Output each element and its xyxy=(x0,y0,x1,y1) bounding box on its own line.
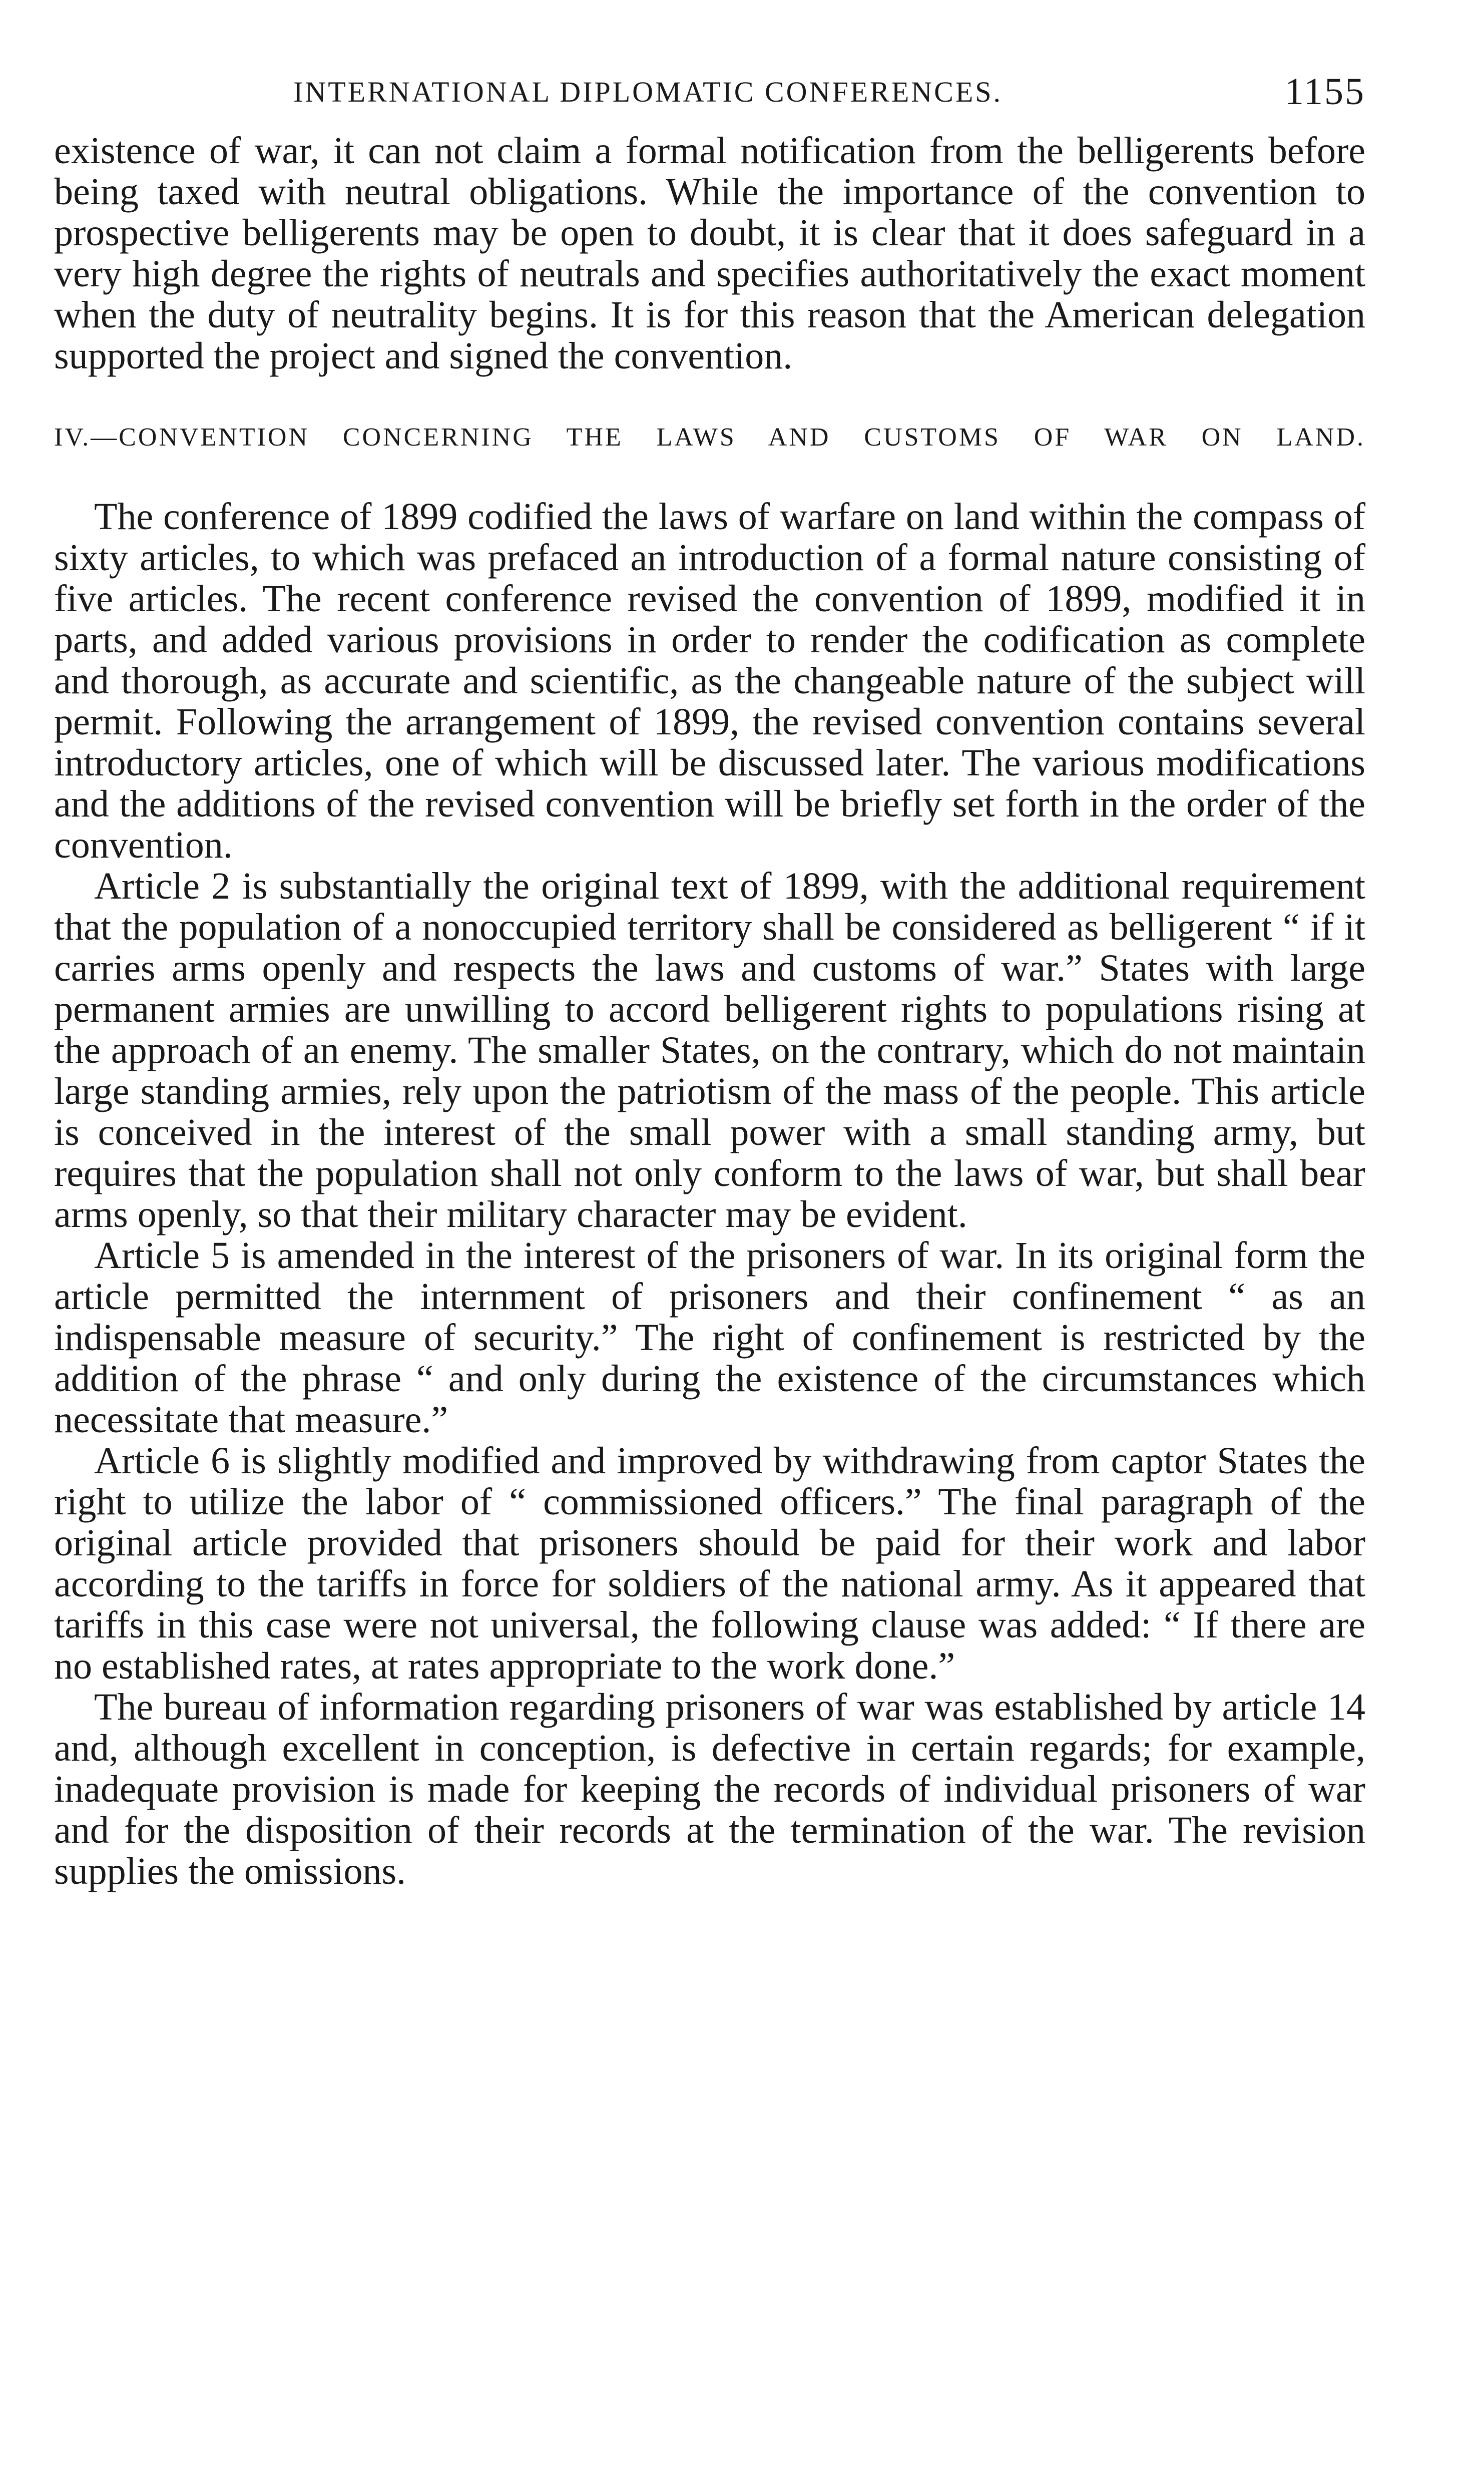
section-heading: IV.—CONVENTION CONCERNING THE LAWS AND CUSTOMS OF WAR ON LAND. xyxy=(54,423,1365,452)
body-paragraph: Article 2 is substantially the original text of 1899, with the additional requirement that the population of a nonoccupied territory shall be considered as belligerent “ if it carries arms openly and respects the laws and customs of war.” States with large permanent armies are unwilling to accord belligerent rights to populations rising at the approach of an enemy. The smaller States, on the contrary, which do not maintain large standing armies, rely upon the patriotism of the mass of the people. This article is conceived in the interest of the small power with a small standing army, but requires that the population shall not only conform to the laws of war, but shall bear arms openly, so that their military character may be evident. xyxy=(54,865,1365,1235)
page-number: 1155 xyxy=(1284,71,1365,113)
body-paragraph: Article 5 is amended in the interest of the prisoners of war. In its original form the article permitted the internment of prisoners and their confinement “ as an indispensable measure of security.” The right of confinement is restricted by the addition of the phrase “ and only during the existence of the circumstances which necessitate that measure.” xyxy=(54,1234,1365,1441)
document-page xyxy=(54,71,1365,1892)
running-title: INTERNATIONAL DIPLOMATIC CONFERENCES. xyxy=(293,76,1003,108)
continuation-paragraph: existence of war, it can not claim a formal notification from the belligerents before being taxed with neutral obligations. While the importance of the convention to prospective belligerents may be open to doubt, it is clear that it does safeguard in a very high degree the rights of neutrals and specifies authoritatively the exact moment when the duty of neutrality begins. It is for this reason that the American delegation supported the project and signed the convention. xyxy=(54,130,1365,377)
body-paragraph: The conference of 1899 codified the laws of warfare on land within the compass of sixty articles, to which was prefaced an introduction of a formal nature consisting of five articles. The recent conference revised the convention of 1899, modified it in parts, and added various provisions in order to render the codification as complete and thorough, as accurate and scientific, as the changeable nature of the subject will permit. Following the arrangement of 1899, the revised convention contains several introductory articles, one of which will be discussed later. The various modifications and the additions of the revised convention will be briefly set forth in the order of the convention. xyxy=(54,496,1365,866)
running-head xyxy=(54,71,1365,130)
body-paragraph: The bureau of information regarding prisoners of war was established by article 14 and, although excellent in conception, is defective in certain regards; for example, inadequate provision is made for keeping the records of individual prisoners of war and for the disposition of their records at the termination of the war. The revision supplies the omissions. xyxy=(54,1686,1365,1892)
body-paragraph: Article 6 is slightly modified and improved by withdrawing from captor States the right to utilize the labor of “ commissioned officers.” The final paragraph of the original article provided that prisoners should be paid for their work and labor according to the tariffs in force for soldiers of the national army. As it appeared that tariffs in this case were not universal, the following clause was added: “ If there are no established rates, at rates appropriate to the work done.” xyxy=(54,1440,1365,1687)
